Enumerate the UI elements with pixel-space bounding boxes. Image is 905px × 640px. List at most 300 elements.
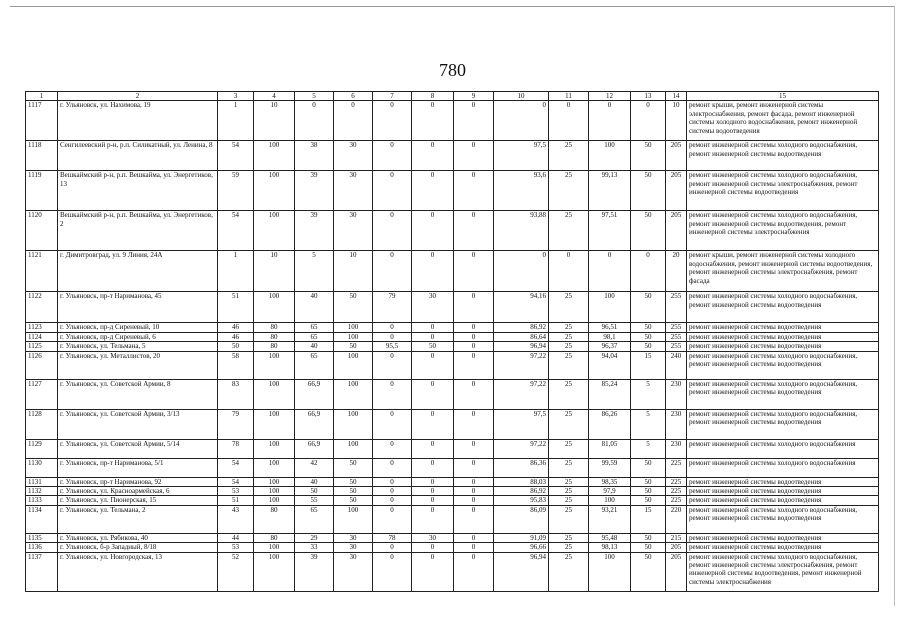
table-row	[26, 342, 879, 351]
work-description: ремонт инженерной системы холодного водоснабжения	[687, 439, 879, 458]
cell-value: 25	[549, 496, 589, 505]
cell-value: 0	[454, 409, 494, 439]
cell-value: 46	[218, 332, 254, 341]
cell-value: 0	[373, 552, 412, 591]
cell-value: 0	[454, 439, 494, 458]
cell-value: 54	[218, 458, 254, 477]
cell-value: 0	[454, 487, 494, 496]
cell-value: 0	[454, 251, 494, 292]
header-row	[26, 92, 879, 101]
cell-value: 40	[295, 477, 334, 486]
cell-value: 52	[218, 552, 254, 591]
cell-value: 50	[631, 141, 666, 171]
work-description: ремонт инженерной системы холодного водоснабжения, ремонт инженерной системы водоотведения	[687, 351, 879, 379]
cell-value: 100	[254, 543, 295, 552]
cell-value: 0	[412, 379, 454, 409]
row-number: 1123	[26, 323, 58, 332]
cell-value: 44	[218, 533, 254, 542]
row-number: 1122	[26, 292, 58, 323]
total-value: 240	[666, 351, 687, 379]
column-header: 12	[589, 92, 631, 101]
work-description: ремонт крыши, ремонт инженерной системы холодного водоснабжения, ремонт инженерной системы водоотведения, ремонт инженерной системы электроснабжения, ремонт фасада	[687, 251, 879, 292]
cell-value: 80	[254, 332, 295, 341]
cell-value: 30	[334, 211, 373, 251]
table-row	[26, 505, 879, 533]
cell-value: 50	[334, 487, 373, 496]
cell-value: 86,26	[589, 409, 631, 439]
cell-value: 51	[218, 292, 254, 323]
column-header: 9	[454, 92, 494, 101]
cell-value: 25	[549, 477, 589, 486]
cell-value: 95,48	[589, 533, 631, 542]
total-value: 205	[666, 552, 687, 591]
cell-value: 50	[631, 342, 666, 351]
cell-value: 0	[412, 458, 454, 477]
cell-value: 50	[631, 477, 666, 486]
column-header: 3	[218, 92, 254, 101]
cell-value: 25	[549, 409, 589, 439]
cell-value: 0	[549, 101, 589, 141]
cell-value: 25	[549, 552, 589, 591]
column-header: 6	[334, 92, 373, 101]
cell-value: 0	[373, 458, 412, 477]
cell-value: 94,04	[589, 351, 631, 379]
cell-value: 0	[631, 101, 666, 141]
total-value: 230	[666, 409, 687, 439]
cell-value: 0	[412, 351, 454, 379]
cell-value: 86,09	[494, 505, 549, 533]
cell-value: 100	[589, 496, 631, 505]
cell-value: 100	[334, 351, 373, 379]
cell-value: 100	[254, 141, 295, 171]
cell-value: 0	[454, 171, 494, 211]
address: г. Ульяновск, ул. Новгородская, 13	[58, 552, 218, 591]
cell-value: 100	[254, 211, 295, 251]
cell-value: 100	[589, 292, 631, 323]
cell-value: 86,92	[494, 487, 549, 496]
cell-value: 50	[334, 496, 373, 505]
cell-value: 80	[254, 342, 295, 351]
address: г. Ульяновск, ул. Металлистов, 20	[58, 351, 218, 379]
row-number: 1124	[26, 332, 58, 341]
cell-value: 50	[631, 211, 666, 251]
cell-value: 100	[334, 332, 373, 341]
work-description: ремонт инженерной системы холодного водоснабжения, ремонт инженерной системы водоотведения	[687, 141, 879, 171]
address: г. Димитровград, ул. 9 Линия, 24А	[58, 251, 218, 292]
work-description: ремонт инженерной системы водоотведения	[687, 543, 879, 552]
cell-value: 59	[218, 171, 254, 211]
cell-value: 50	[631, 323, 666, 332]
cell-value: 0	[589, 101, 631, 141]
cell-value: 0	[454, 533, 494, 542]
cell-value: 0	[373, 101, 412, 141]
column-header: 14	[666, 92, 687, 101]
cell-value: 25	[549, 171, 589, 211]
cell-value: 0	[373, 323, 412, 332]
address: г. Ульяновск, пр-т Нариманова, 5/1	[58, 458, 218, 477]
work-description: ремонт инженерной системы холодного водоснабжения, ремонт инженерной системы электроснабжения, ремонт инженерной системы водоотведения	[687, 171, 879, 211]
cell-value: 0	[373, 477, 412, 486]
address: Вешкаймский р-н, р.п. Вешкайма, ул. Энергетиков, 13	[58, 171, 218, 211]
cell-value: 0	[373, 251, 412, 292]
cell-value: 97,9	[589, 487, 631, 496]
cell-value: 51	[218, 496, 254, 505]
total-value: 205	[666, 211, 687, 251]
cell-value: 65	[295, 332, 334, 341]
total-value: 230	[666, 439, 687, 458]
table-row	[26, 543, 879, 552]
cell-value: 100	[334, 409, 373, 439]
cell-value: 0	[494, 101, 549, 141]
cell-value: 100	[334, 505, 373, 533]
cell-value: 0	[373, 439, 412, 458]
cell-value: 80	[254, 505, 295, 533]
cell-value: 54	[218, 141, 254, 171]
cell-value: 0	[589, 251, 631, 292]
cell-value: 25	[549, 505, 589, 533]
table-row	[26, 458, 879, 477]
cell-value: 30	[334, 543, 373, 552]
address: г. Ульяновск, ул. Советской Армии, 5/14	[58, 439, 218, 458]
cell-value: 40	[295, 292, 334, 323]
total-value: 225	[666, 496, 687, 505]
column-header: 2	[58, 92, 218, 101]
cell-value: 66,9	[295, 379, 334, 409]
total-value: 10	[666, 101, 687, 141]
cell-value: 15	[631, 505, 666, 533]
cell-value: 0	[412, 505, 454, 533]
cell-value: 98,13	[589, 543, 631, 552]
row-number: 1136	[26, 543, 58, 552]
cell-value: 50	[631, 292, 666, 323]
cell-value: 0	[373, 505, 412, 533]
cell-value: 5	[631, 379, 666, 409]
table-row	[26, 533, 879, 542]
cell-value: 1	[218, 101, 254, 141]
total-value: 255	[666, 323, 687, 332]
cell-value: 0	[454, 351, 494, 379]
cell-value: 0	[454, 477, 494, 486]
cell-value: 10	[334, 251, 373, 292]
cell-value: 100	[334, 323, 373, 332]
cell-value: 0	[412, 171, 454, 211]
table-row	[26, 409, 879, 439]
cell-value: 100	[334, 439, 373, 458]
row-number: 1132	[26, 487, 58, 496]
cell-value: 30	[334, 552, 373, 591]
cell-value: 50	[631, 171, 666, 211]
cell-value: 50	[631, 496, 666, 505]
cell-value: 0	[334, 101, 373, 141]
work-description: ремонт инженерной системы холодного водоснабжения, ремонт инженерной системы водоотведения, ремонт инженерной системы электроснабжения	[687, 211, 879, 251]
cell-value: 98,35	[589, 477, 631, 486]
cell-value: 0	[412, 141, 454, 171]
cell-value: 0	[412, 477, 454, 486]
row-number: 1135	[26, 533, 58, 542]
cell-value: 0	[295, 101, 334, 141]
cell-value: 0	[412, 211, 454, 251]
row-number: 1120	[26, 211, 58, 251]
total-value: 255	[666, 292, 687, 323]
cell-value: 86,36	[494, 458, 549, 477]
cell-value: 0	[454, 505, 494, 533]
cell-value: 25	[549, 439, 589, 458]
address: г. Ульяновск, ул. Советской Армии, 8	[58, 379, 218, 409]
cell-value: 83	[218, 379, 254, 409]
cell-value: 25	[549, 211, 589, 251]
cell-value: 100	[254, 379, 295, 409]
cell-value: 88,03	[494, 477, 549, 486]
cell-value: 10	[254, 101, 295, 141]
table-row	[26, 477, 879, 486]
table-row	[26, 552, 879, 591]
table-row	[26, 101, 879, 141]
cell-value: 54	[218, 477, 254, 486]
row-number: 1117	[26, 101, 58, 141]
cell-value: 25	[549, 351, 589, 379]
cell-value: 86,92	[494, 323, 549, 332]
cell-value: 100	[254, 487, 295, 496]
cell-value: 97,5	[494, 409, 549, 439]
cell-value: 0	[454, 332, 494, 341]
table-row	[26, 171, 879, 211]
table-row	[26, 439, 879, 458]
row-number: 1131	[26, 477, 58, 486]
cell-value: 39	[295, 211, 334, 251]
address: г. Ульяновск, пр-т Нариманова, 45	[58, 292, 218, 323]
total-value: 205	[666, 141, 687, 171]
cell-value: 99,59	[589, 458, 631, 477]
address: г. Ульяновск, ул. Нахимова, 19	[58, 101, 218, 141]
cell-value: 96,66	[494, 543, 549, 552]
cell-value: 5	[295, 251, 334, 292]
cell-value: 0	[373, 409, 412, 439]
row-number: 1128	[26, 409, 58, 439]
cell-value: 0	[412, 323, 454, 332]
total-value: 230	[666, 379, 687, 409]
cell-value: 80	[254, 533, 295, 542]
cell-value: 95,5	[373, 342, 412, 351]
cell-value: 100	[254, 552, 295, 591]
cell-value: 25	[549, 379, 589, 409]
cell-value: 98,1	[589, 332, 631, 341]
cell-value: 25	[549, 323, 589, 332]
total-value: 205	[666, 171, 687, 211]
cell-value: 100	[334, 379, 373, 409]
cell-value: 0	[454, 323, 494, 332]
total-value: 220	[666, 505, 687, 533]
address: г. Ульяновск, пр-д Сиреневый, 6	[58, 332, 218, 341]
table-row	[26, 292, 879, 323]
cell-value: 93,88	[494, 211, 549, 251]
cell-value: 30	[412, 533, 454, 542]
column-header: 7	[373, 92, 412, 101]
work-description: ремонт крыши, ремонт инженерной системы электроснабжения, ремонт фасада, ремонт инженерной системы холодного водоснабжения, ремонт инженерной системы водоотведения	[687, 101, 879, 141]
cell-value: 79	[373, 292, 412, 323]
cell-value: 97,51	[589, 211, 631, 251]
cell-value: 78	[218, 439, 254, 458]
cell-value: 66,9	[295, 439, 334, 458]
cell-value: 50	[334, 342, 373, 351]
cell-value: 50	[631, 458, 666, 477]
cell-value: 15	[631, 351, 666, 379]
cell-value: 50	[295, 487, 334, 496]
address: г. Ульяновск, ул. Тельмана, 2	[58, 505, 218, 533]
cell-value: 0	[412, 251, 454, 292]
total-value: 205	[666, 543, 687, 552]
cell-value: 100	[254, 351, 295, 379]
cell-value: 40	[295, 342, 334, 351]
cell-value: 93,21	[589, 505, 631, 533]
cell-value: 97,5	[494, 141, 549, 171]
cell-value: 0	[373, 141, 412, 171]
work-description: ремонт инженерной системы холодного водоснабжения	[687, 458, 879, 477]
cell-value: 0	[454, 496, 494, 505]
cell-value: 85,24	[589, 379, 631, 409]
cell-value: 50	[334, 292, 373, 323]
row-number: 1137	[26, 552, 58, 591]
table-row	[26, 211, 879, 251]
work-description: ремонт инженерной системы водоотведения	[687, 496, 879, 505]
cell-value: 97,22	[494, 379, 549, 409]
row-number: 1134	[26, 505, 58, 533]
total-value: 215	[666, 533, 687, 542]
cell-value: 25	[549, 141, 589, 171]
cell-value: 0	[412, 487, 454, 496]
cell-value: 0	[454, 211, 494, 251]
row-number: 1130	[26, 458, 58, 477]
cell-value: 65	[295, 323, 334, 332]
total-value: 255	[666, 332, 687, 341]
column-header: 5	[295, 92, 334, 101]
cell-value: 53	[218, 543, 254, 552]
cell-value: 0	[454, 342, 494, 351]
cell-value: 0	[412, 439, 454, 458]
address: Сенгилеевский р-н, р.п. Силикатный, ул. Ленина, 8	[58, 141, 218, 171]
table-row	[26, 251, 879, 292]
cell-value: 81,05	[589, 439, 631, 458]
address: г. Ульяновск, ул. Пионерская, 15	[58, 496, 218, 505]
total-value: 255	[666, 342, 687, 351]
cell-value: 0	[494, 251, 549, 292]
cell-value: 0	[373, 379, 412, 409]
row-number: 1133	[26, 496, 58, 505]
cell-value: 0	[549, 251, 589, 292]
cell-value: 30	[412, 292, 454, 323]
cell-value: 97,22	[494, 351, 549, 379]
row-number: 1119	[26, 171, 58, 211]
cell-value: 50	[631, 543, 666, 552]
column-header: 15	[687, 92, 879, 101]
cell-value: 5	[631, 439, 666, 458]
cell-value: 0	[412, 409, 454, 439]
cell-value: 100	[254, 477, 295, 486]
cell-value: 58	[218, 351, 254, 379]
cell-value: 100	[254, 171, 295, 211]
cell-value: 0	[373, 211, 412, 251]
cell-value: 0	[412, 101, 454, 141]
cell-value: 96,37	[589, 342, 631, 351]
cell-value: 100	[589, 552, 631, 591]
cell-value: 30	[334, 533, 373, 542]
cell-value: 100	[254, 458, 295, 477]
cell-value: 55	[295, 496, 334, 505]
cell-value: 38	[295, 141, 334, 171]
cell-value: 25	[549, 487, 589, 496]
cell-value: 100	[254, 292, 295, 323]
cell-value: 0	[373, 171, 412, 211]
table-row	[26, 496, 879, 505]
cell-value: 25	[549, 332, 589, 341]
cell-value: 43	[218, 505, 254, 533]
cell-value: 0	[454, 101, 494, 141]
address: г. Ульяновск, пр-т Нариманова, 92	[58, 477, 218, 486]
cell-value: 0	[373, 543, 412, 552]
cell-value: 0	[373, 496, 412, 505]
cell-value: 50	[334, 458, 373, 477]
work-description: ремонт инженерной системы водоотведения	[687, 323, 879, 332]
row-number: 1127	[26, 379, 58, 409]
row-number: 1125	[26, 342, 58, 351]
cell-value: 0	[454, 543, 494, 552]
table-row	[26, 351, 879, 379]
cell-value: 54	[218, 211, 254, 251]
address: г. Ульяновск, ул. Красноармейская, 6	[58, 487, 218, 496]
address: г. Ульяновск, б-р Западный, 8/18	[58, 543, 218, 552]
cell-value: 5	[631, 409, 666, 439]
repair-schedule-table	[25, 91, 879, 592]
cell-value: 95,83	[494, 496, 549, 505]
cell-value: 0	[412, 332, 454, 341]
cell-value: 96,94	[494, 342, 549, 351]
cell-value: 0	[454, 458, 494, 477]
cell-value: 93,6	[494, 171, 549, 211]
cell-value: 0	[412, 552, 454, 591]
cell-value: 50	[631, 332, 666, 341]
cell-value: 94,16	[494, 292, 549, 323]
cell-value: 39	[295, 171, 334, 211]
cell-value: 29	[295, 533, 334, 542]
work-description: ремонт инженерной системы водоотведения	[687, 487, 879, 496]
row-number: 1129	[26, 439, 58, 458]
work-description: ремонт инженерной системы холодного водоснабжения, ремонт инженерной системы водоотведения	[687, 409, 879, 439]
cell-value: 65	[295, 505, 334, 533]
cell-value: 50	[412, 342, 454, 351]
cell-value: 100	[254, 439, 295, 458]
cell-value: 42	[295, 458, 334, 477]
cell-value: 0	[412, 543, 454, 552]
table-row	[26, 379, 879, 409]
cell-value: 65	[295, 351, 334, 379]
cell-value: 0	[454, 552, 494, 591]
column-header: 1	[26, 92, 58, 101]
cell-value: 78	[373, 533, 412, 542]
work-description: ремонт инженерной системы водоотведения	[687, 342, 879, 351]
cell-value: 66,9	[295, 409, 334, 439]
address: г. Ульяновск, ул. Рябикова, 40	[58, 533, 218, 542]
cell-value: 97,22	[494, 439, 549, 458]
cell-value: 0	[631, 251, 666, 292]
row-number: 1118	[26, 141, 58, 171]
column-header: 13	[631, 92, 666, 101]
cell-value: 25	[549, 342, 589, 351]
row-number: 1121	[26, 251, 58, 292]
row-number: 1126	[26, 351, 58, 379]
cell-value: 0	[373, 351, 412, 379]
cell-value: 50	[631, 552, 666, 591]
column-header: 8	[412, 92, 454, 101]
address: г. Ульяновск, пр-д Сиреневый, 10	[58, 323, 218, 332]
